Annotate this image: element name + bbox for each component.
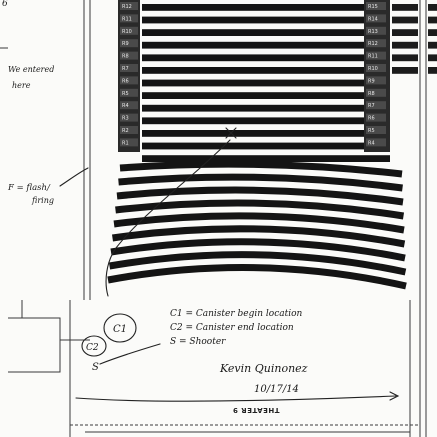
c1-marker: C1 [113, 324, 128, 335]
seat-row-far [428, 4, 437, 11]
c2-marker: C2 [86, 343, 99, 353]
left-row-label: R9 [122, 41, 129, 48]
right-row-label: R5 [368, 128, 375, 134]
right-aisle-column [364, 0, 390, 152]
seat-row-far [428, 54, 437, 61]
left-row-label: R2 [122, 128, 129, 134]
legend-c1: C1 = Canister begin location [170, 309, 303, 319]
seat-row-far [428, 42, 437, 49]
seat-row [142, 130, 390, 137]
signature: Kevin Quinonez [220, 362, 308, 375]
left-row-label: R11 [122, 16, 132, 23]
seat-row [142, 143, 390, 150]
seat-row-side [392, 67, 418, 74]
legend-c2: C2 = Canister end location [170, 323, 294, 333]
seat-row-side [392, 29, 418, 36]
date: 10/17/14 [254, 384, 299, 395]
left-row-label: R8 [122, 53, 129, 60]
seat-row [142, 80, 390, 87]
right-row-label: R11 [368, 53, 378, 60]
seat-row [142, 155, 390, 162]
shooter-marker: S [92, 362, 99, 373]
seat-row-far [428, 17, 437, 24]
left-row-label: R1 [122, 140, 129, 147]
right-row-label: R8 [368, 90, 375, 97]
seat-row [142, 17, 390, 24]
legend-shooter: S = Shooter [170, 337, 226, 347]
right-row-label: R15 [368, 4, 378, 10]
left-aisle-column [118, 0, 140, 152]
seat-row-far [428, 29, 437, 36]
seat-row [142, 105, 390, 112]
right-row-label: R12 [368, 41, 378, 48]
left-row-label: R5 [122, 90, 129, 97]
seat-row-side [392, 4, 418, 11]
right-row-label: R10 [368, 66, 378, 72]
seat-row [142, 42, 390, 49]
right-row-label: R9 [368, 78, 375, 85]
seat-row [142, 117, 390, 124]
corner-number: 6 [2, 0, 8, 9]
left-row-label: R4 [122, 103, 129, 110]
seat-row-side [392, 17, 418, 24]
left-row-label: R12 [122, 4, 132, 10]
right-row-label: R6 [368, 115, 375, 122]
seat-row [142, 92, 390, 99]
seat-row-far [428, 67, 437, 74]
seat-row [142, 29, 390, 36]
left-row-label: R6 [122, 78, 129, 85]
entry-note-line1: We entered [8, 65, 55, 74]
flash-note-line1: F = flash/ [8, 183, 50, 193]
seat-row-side [392, 42, 418, 49]
right-row-label: R4 [368, 140, 375, 147]
seat-row-side [392, 54, 418, 61]
entry-note-line2: here [12, 81, 31, 90]
left-row-label: R7 [122, 66, 129, 72]
theater-label: THEATER 9 [232, 406, 280, 414]
seat-row [142, 54, 390, 61]
seat-row [142, 4, 390, 11]
seat-row [142, 67, 390, 74]
left-row-label: R10 [122, 28, 132, 35]
right-row-label: R7 [368, 103, 375, 110]
left-row-label: R3 [122, 115, 129, 122]
right-row-label: R13 [368, 28, 378, 35]
right-row-label: R14 [368, 16, 378, 23]
flash-note-line2: firing [32, 196, 54, 205]
